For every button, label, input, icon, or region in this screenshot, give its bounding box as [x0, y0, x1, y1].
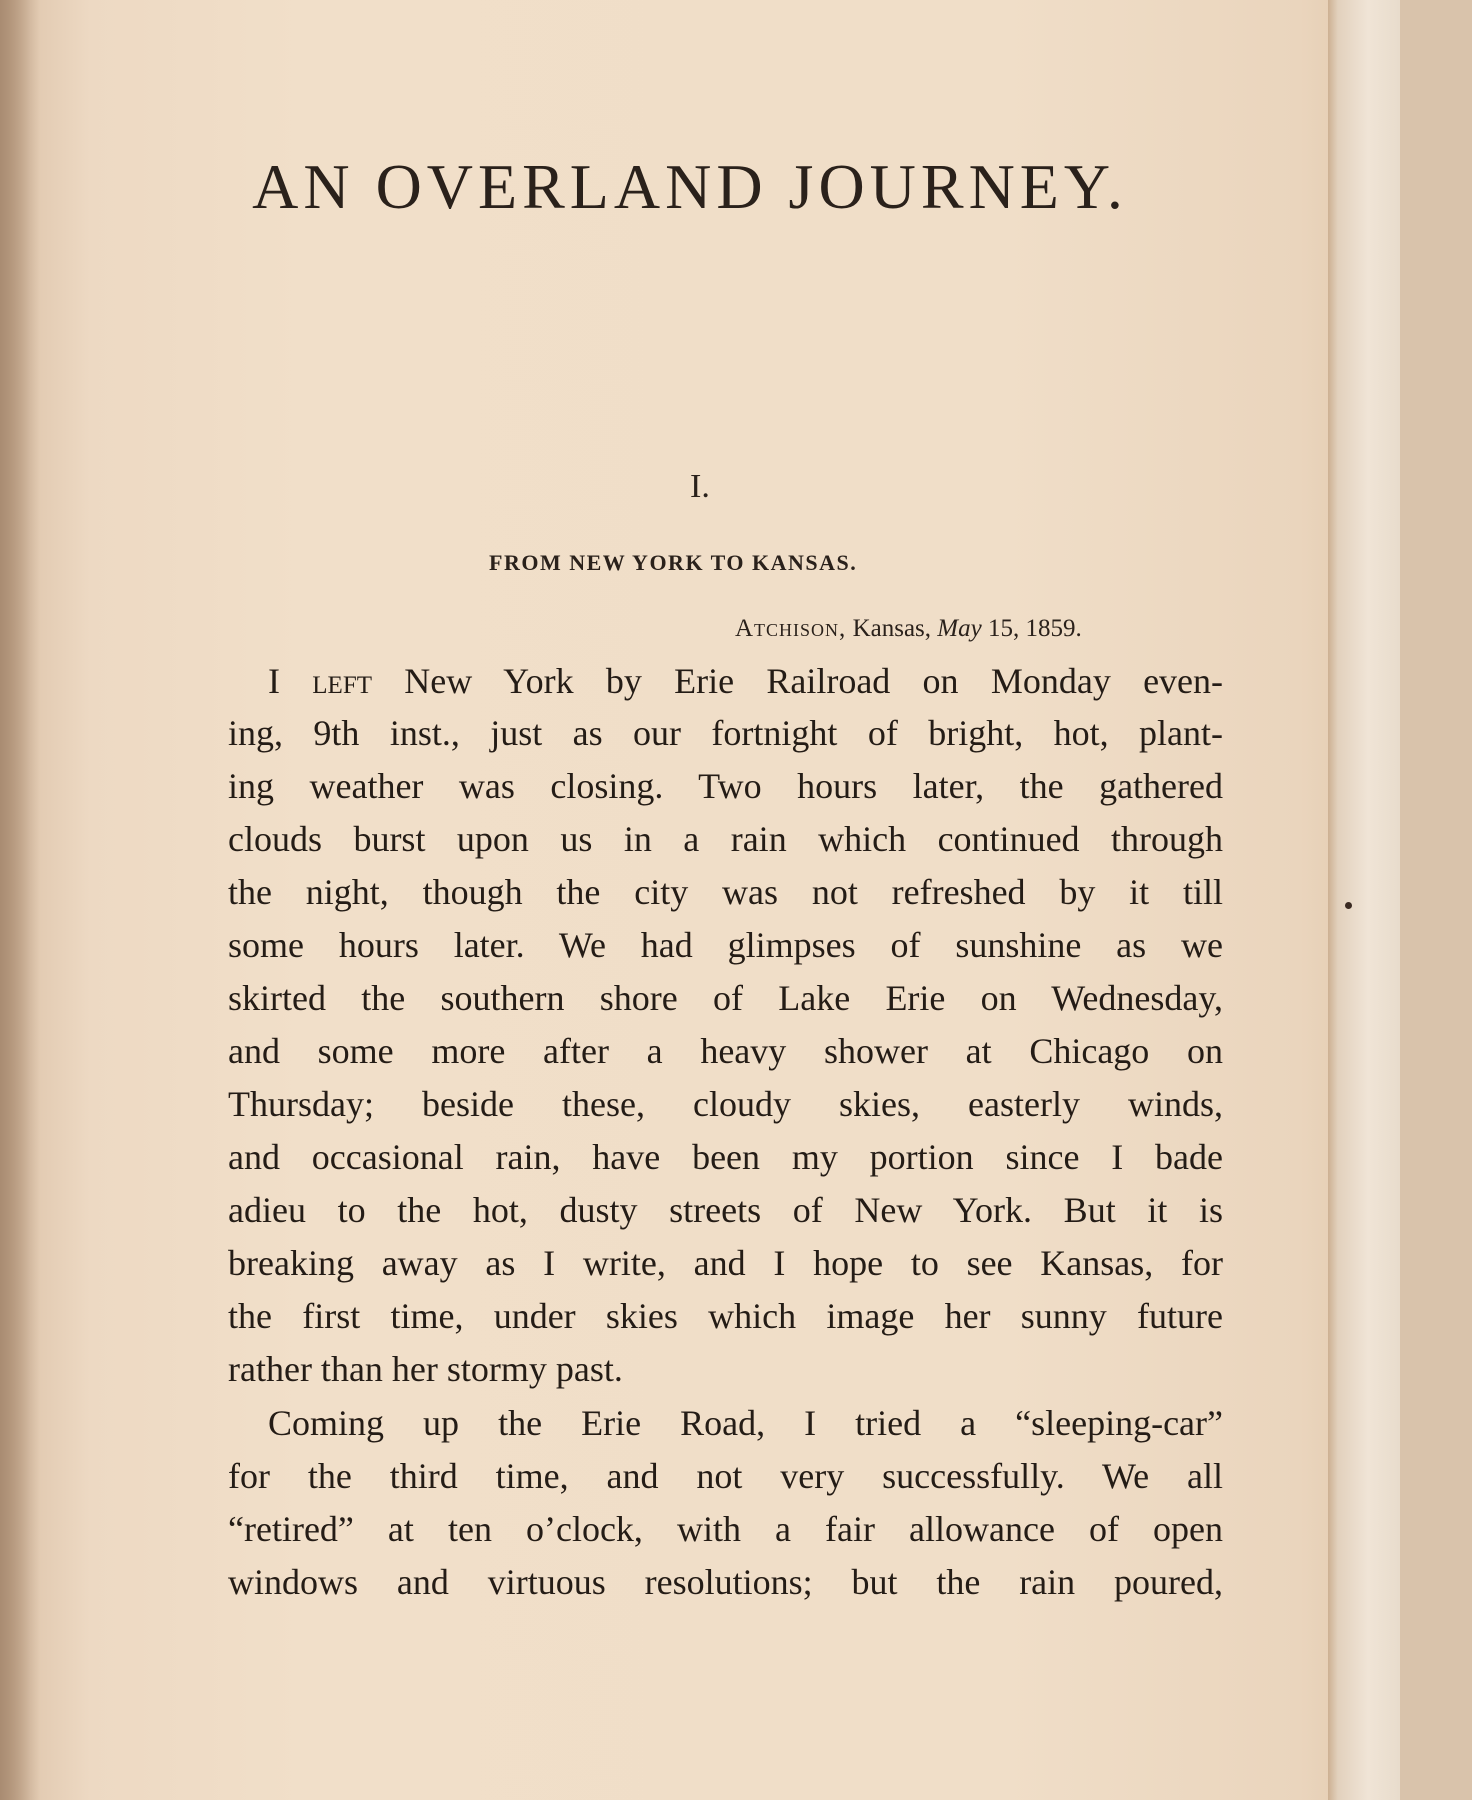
text-line: ing, 9th inst., just as our fortnight of bright, hot, plant-	[228, 713, 1223, 753]
chapter-number: I.	[690, 468, 710, 505]
text-line: clouds burst upon us in a rain which continued through	[228, 819, 1223, 859]
text-line: ing weather was closing. Two hours later, the gathered	[228, 766, 1223, 806]
book-title: AN OVERLAND JOURNEY.	[252, 151, 1128, 222]
text-line: breaking away as I write, and I hope to see Kansas, for	[228, 1243, 1223, 1283]
dateline-date: 15, 1859.	[987, 615, 1082, 642]
page-edge	[1328, 0, 1400, 1800]
dateline-month: May	[937, 615, 982, 642]
text-line: some hours later. We had glimpses of sunshine as we	[228, 925, 1223, 965]
text-line: the night, though the city was not refreshed by it till	[228, 872, 1223, 912]
text-line: skirted the southern shore of Lake Erie on Wednesday,	[228, 978, 1223, 1018]
text-line: Thursday; beside these, cloudy skies, easterly winds,	[228, 1084, 1223, 1124]
chapter-title: FROM NEW YORK TO KANSAS.	[489, 550, 858, 575]
dateline-state: Kansas,	[852, 615, 932, 642]
text-line: windows and virtuous resolutions; but the rain poured,	[228, 1562, 1223, 1602]
dateline	[735, 615, 1082, 643]
text-line: and occasional rain, have been my portion since I bade	[228, 1137, 1223, 1177]
ink-fleck	[1345, 902, 1352, 909]
text-line: for the third time, and not very successfully. We all	[228, 1456, 1223, 1496]
text-line: the first time, under skies which image her sunny future	[228, 1296, 1223, 1336]
text-line: and some more after a heavy shower at Chicago on	[228, 1031, 1223, 1071]
dateline-place: Atchison,	[735, 615, 847, 642]
drop-word-i: I	[268, 661, 280, 701]
text-line: “retired” at ten o’clock, with a fair allowance of open	[228, 1509, 1223, 1549]
text-line	[268, 660, 1223, 702]
lead-word: left	[312, 661, 372, 701]
gutter-shadow	[0, 0, 40, 1800]
line-rest: New York by Erie Railroad on Monday even-	[404, 661, 1224, 701]
text-line: Coming up the Erie Road, I tried a “sleeping-car”	[268, 1403, 1223, 1443]
text-line: adieu to the hot, dusty streets of New York. But it is	[228, 1190, 1223, 1230]
text-line: rather than her stormy past.	[228, 1349, 623, 1389]
